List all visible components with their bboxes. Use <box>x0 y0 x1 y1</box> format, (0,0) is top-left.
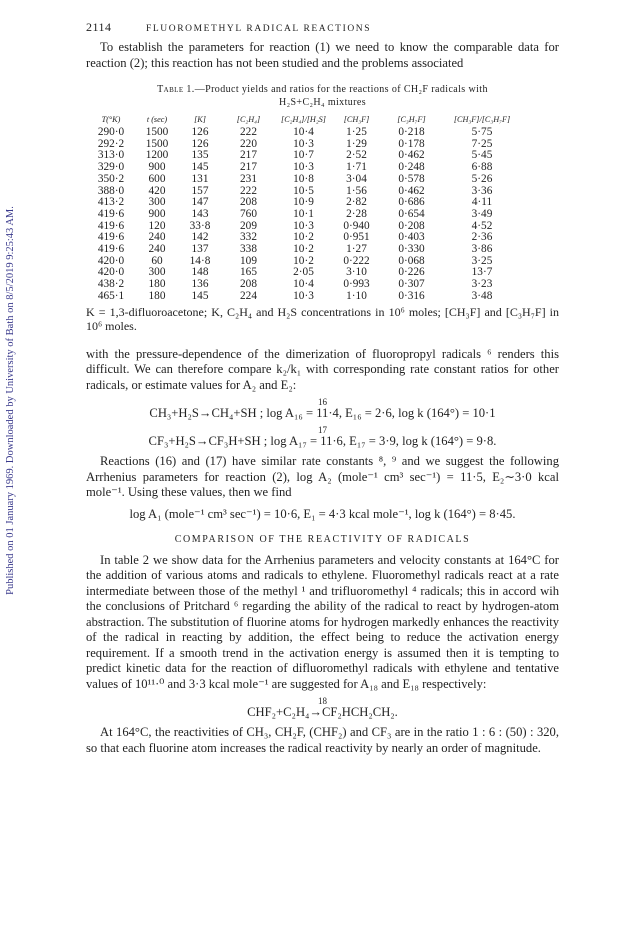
table-cell: 465·1 <box>97 289 125 302</box>
table-cell: 10·1 <box>293 207 314 220</box>
table-cell: 0·578 <box>398 172 425 185</box>
table-row <box>86 174 559 186</box>
equation-17-number: 17 <box>318 425 327 436</box>
table-row <box>86 291 559 303</box>
table-column-header: [CH₃F]/[C₃H₇F] <box>453 115 511 124</box>
table-row <box>86 244 559 256</box>
table-cell: 10·7 <box>293 149 314 162</box>
table-column-header: [C₂H₄] <box>236 115 261 124</box>
table-caption-line1: —Product yields and ratios for the reactions of CH₂F radicals with <box>194 84 488 95</box>
table-cell: 222 <box>240 126 257 138</box>
table-cell: 60 <box>151 254 163 267</box>
equation-18-text: CHF₂+C₂H₄→CF₂HCH₂CH₂. <box>247 705 398 720</box>
table-cell: 1·10 <box>346 289 367 302</box>
table-cell: 157 <box>191 184 209 197</box>
table-cell: 33·8 <box>189 219 211 232</box>
table-cell: 145 <box>191 289 209 302</box>
table-cell: 165 <box>240 266 257 279</box>
table-cell: 137 <box>191 243 209 256</box>
table-cell: 0·218 <box>398 126 425 138</box>
paragraph-2: with the pressure-dependence of the dimerization of fluoropropyl radicals ⁶ renders this difficult. We can therefore compare k₂/k₁ with corresponding rate constant ratios for other radicals, or estimate values for A₂ and E₂: <box>86 346 559 392</box>
table-label: Table 1. <box>157 84 195 95</box>
table-cell: 2·82 <box>346 196 367 209</box>
table-cell: 0·403 <box>398 231 425 244</box>
table-cell: 148 <box>191 266 209 279</box>
equation-16-number: 16 <box>318 397 327 408</box>
equation-18 <box>86 697 559 720</box>
table-cell: 143 <box>191 207 209 220</box>
equation-16-text: CH₃+H₂S→CH₄+SH ; log A₁₆ = 11·4, E₁₆ = 2·6, log k (164°) = 10·1 <box>149 406 496 421</box>
table-cell: 420·0 <box>97 254 125 267</box>
table-column-header: [K] <box>194 115 206 124</box>
table-row <box>86 127 559 139</box>
table-cell: 3·49 <box>471 207 493 220</box>
table-cell: 420 <box>148 184 166 197</box>
table-cell: 0·248 <box>398 161 425 174</box>
page-number: 2114 <box>86 20 112 34</box>
equation-a1: log A₁ (mole⁻¹ cm³ sec⁻¹) = 10·6, E₁ = 4·3 kcal mole⁻¹, log k (164°) = 8·45. <box>129 506 516 521</box>
table-cell: 3·36 <box>471 184 493 197</box>
table-caption <box>86 83 559 109</box>
table-cell: 388·0 <box>97 184 125 197</box>
table-footnote: K = 1,3-difluoroacetone; K, C₂H₄ and H₂S concentrations in 10⁶ moles; [CH₃F] and [C₃H₇F] in 10⁶ moles. <box>86 304 559 333</box>
equation-18-number: 18 <box>318 696 327 707</box>
table-caption-line2: H₂S+C₂H₄ mixtures <box>278 97 367 108</box>
table-cell: 240 <box>148 231 166 244</box>
table-cell: 6·88 <box>471 161 493 174</box>
table-cell: 3·10 <box>346 266 367 279</box>
table-cell: 0·462 <box>398 149 425 162</box>
table-cell: 3·48 <box>471 289 493 302</box>
table-cell: 0·178 <box>398 137 425 150</box>
table-cell: 126 <box>191 137 209 150</box>
table-cell: 209 <box>240 219 257 232</box>
table-cell: 332 <box>240 231 257 244</box>
table-cell: 109 <box>240 254 257 267</box>
table-cell: 126 <box>191 126 209 138</box>
table-cell: 420·0 <box>97 266 125 279</box>
table-cell: 313·0 <box>97 149 125 162</box>
table-cell: 10·4 <box>293 126 314 138</box>
table-cell: 0·686 <box>398 196 425 209</box>
table-cell: 10·4 <box>293 278 314 291</box>
table-cell: 7·25 <box>471 137 493 150</box>
table-cell: 3·23 <box>471 278 493 291</box>
table-cell: 0·330 <box>398 243 425 256</box>
table-cell: 1500 <box>145 137 169 150</box>
table-column-header: [C₃H₇F] <box>397 115 426 124</box>
section-title: COMPARISON OF THE REACTIVITY OF RADICALS <box>174 533 471 545</box>
paragraph-3: Reactions (16) and (17) have similar rate constants ⁸, ⁹ and we suggest the following Arrhenius parameters for reaction (2), log A₂ (mole⁻¹ cm³ sec⁻¹) = 11·5, E₂∼3·0 kcal mole⁻¹. Using these values, then we find <box>86 454 559 500</box>
table-cell: 1500 <box>145 126 169 138</box>
table-cell: 180 <box>148 289 166 302</box>
table-cell: 0·940 <box>343 219 370 232</box>
table-cell: 217 <box>240 149 257 162</box>
equation-17 <box>86 426 559 449</box>
page-header <box>86 20 559 40</box>
table-cell: 0·208 <box>398 219 425 232</box>
table-cell: 0·993 <box>343 278 370 291</box>
table-cell: 290·0 <box>97 126 125 138</box>
table-cell: 222 <box>240 184 257 197</box>
table-cell: 1200 <box>145 149 169 162</box>
table-cell: 10·5 <box>293 184 314 197</box>
table-cell: 2·52 <box>346 149 367 162</box>
table-cell: 0·316 <box>398 289 425 302</box>
table-cell: 147 <box>191 196 209 209</box>
table-cell: 419·6 <box>97 243 125 256</box>
running-title: FLUOROMETHYL RADICAL REACTIONS <box>146 24 372 34</box>
table-cell: 419·6 <box>97 207 125 220</box>
table-cell: 10·3 <box>293 289 314 302</box>
paragraph-4: In table 2 we show data for the Arrhenius parameters and velocity constants at 164°C for the addition of various atoms and radicals to ethylene. Fluoromethyl radicals react at a rate intermediate between those of the methyl ¹ and trifluoromethyl ⁴ radicals; this in accord wih the conclusions of Pritchard ⁶ regarding the ability of the radical to react by hydrogen-atom abstraction. The substitution of fluorine atoms for hydrogen markedly enhances the reactivity of the radical in reacting by addition, the effect being to reduce the activation energy requirement. If a smooth trend in the activation energy is assumed then it is tempting to predict kinetic data for the reaction of difluoromethyl radicals with ethylene and tentative values of 10¹¹·⁰ and 3·3 kcal mole⁻¹ are suggested for A₁₈ and E₁₈ respectively: <box>86 552 559 691</box>
table-cell: 300 <box>148 266 166 279</box>
table-cell: 240 <box>148 243 166 256</box>
table-cell: 4·52 <box>471 219 493 232</box>
table-cell: 14·8 <box>189 254 211 267</box>
table-cell: 1·25 <box>346 126 367 138</box>
table-cell: 10·9 <box>293 196 314 209</box>
table-cell: 1·56 <box>346 184 367 197</box>
table-cell: 419·6 <box>97 231 125 244</box>
table-cell: 10·2 <box>293 254 314 267</box>
table-cell: 2·28 <box>346 207 367 220</box>
table-cell: 600 <box>148 172 166 185</box>
table-cell: 0·462 <box>398 184 425 197</box>
table-cell: 3·25 <box>471 254 493 267</box>
journal-page <box>86 20 559 756</box>
table-cell: 3·86 <box>471 243 493 256</box>
table-header-row <box>86 113 559 127</box>
table-cell: 5·75 <box>471 126 493 138</box>
table-cell: 10·3 <box>293 161 314 174</box>
table-cell: 350·2 <box>97 172 125 185</box>
table-cell: 413·2 <box>97 196 125 209</box>
table-cell: 145 <box>191 161 209 174</box>
table-cell: 4·11 <box>471 196 493 209</box>
table-cell: 3·04 <box>346 172 367 185</box>
download-watermark-text: Published on 01 January 1969. Downloaded by University of Bath on 8/5/2019 9:25:43 AM. <box>4 205 16 595</box>
table-cell: 1·71 <box>346 161 367 174</box>
table-cell: 217 <box>240 161 257 174</box>
table-body <box>86 127 559 303</box>
table-cell: 0·222 <box>343 254 370 267</box>
table-cell: 135 <box>191 149 209 162</box>
table-cell: 10·2 <box>293 243 314 256</box>
table-cell: 0·068 <box>398 254 425 267</box>
table-cell: 0·226 <box>398 266 425 279</box>
table-cell: 1·27 <box>346 243 367 256</box>
data-table <box>86 113 559 303</box>
table-cell: 2·36 <box>471 231 493 244</box>
table-cell: 10·3 <box>293 219 314 232</box>
table-cell: 5·26 <box>471 172 493 185</box>
table-cell: 338 <box>240 243 257 256</box>
table-cell: 136 <box>191 278 209 291</box>
table-cell: 5·45 <box>471 149 493 162</box>
table-column-header: [CH₃F] <box>343 115 370 124</box>
equation-16 <box>86 398 559 421</box>
table-cell: 208 <box>240 196 257 209</box>
table-cell: 2·05 <box>293 266 314 279</box>
table-cell: 10·8 <box>293 172 314 185</box>
table-cell: 231 <box>240 172 257 185</box>
table-cell: 10·3 <box>293 137 314 150</box>
table-cell: 1·29 <box>346 137 367 150</box>
table-cell: 760 <box>240 207 257 220</box>
table-column-header: [C₂H₄]/[H₂S] <box>281 115 326 124</box>
table-row <box>86 209 559 221</box>
table-cell: 131 <box>191 172 209 185</box>
table-cell: 900 <box>148 207 166 220</box>
table-cell: 419·6 <box>97 219 125 232</box>
table-cell: 120 <box>148 219 166 232</box>
table-cell: 10·2 <box>293 231 314 244</box>
table-cell: 13·7 <box>471 266 493 279</box>
intro-paragraph: To establish the parameters for reaction (1) we need to know the comparable data for reaction (2); this reaction has not been studied and the problems associated <box>86 40 559 70</box>
table-cell: 180 <box>148 278 166 291</box>
table-cell: 208 <box>240 278 257 291</box>
table-cell: 900 <box>148 161 166 174</box>
download-watermark <box>2 120 18 680</box>
table-column-header: t (sec) <box>146 115 168 124</box>
table-cell: 329·0 <box>97 161 125 174</box>
table-column-header: T(°K) <box>101 115 121 124</box>
equation-17-text: CF₃+H₂S→CF₃H+SH ; log A₁₇ = 11·6, E₁₇ = 3·9, log k (164°) = 9·8. <box>148 434 497 449</box>
table-cell: 292·2 <box>97 137 125 150</box>
table-cell: 0·951 <box>343 231 370 244</box>
table-cell: 0·307 <box>398 278 425 291</box>
table-cell: 300 <box>148 196 166 209</box>
paragraph-5: At 164°C, the reactivities of CH₃, CH₂F, (CHF₂) and CF₃ are in the ratio 1 : 6 : (50) : 320, so that each fluorine atom increases the radical reactivity by nearly an order of magnitude. <box>86 725 559 755</box>
table-cell: 438·2 <box>97 278 125 291</box>
table-cell: 224 <box>240 289 257 302</box>
table-cell: 220 <box>240 137 257 150</box>
table-cell: 0·654 <box>398 207 425 220</box>
table-cell: 142 <box>191 231 209 244</box>
